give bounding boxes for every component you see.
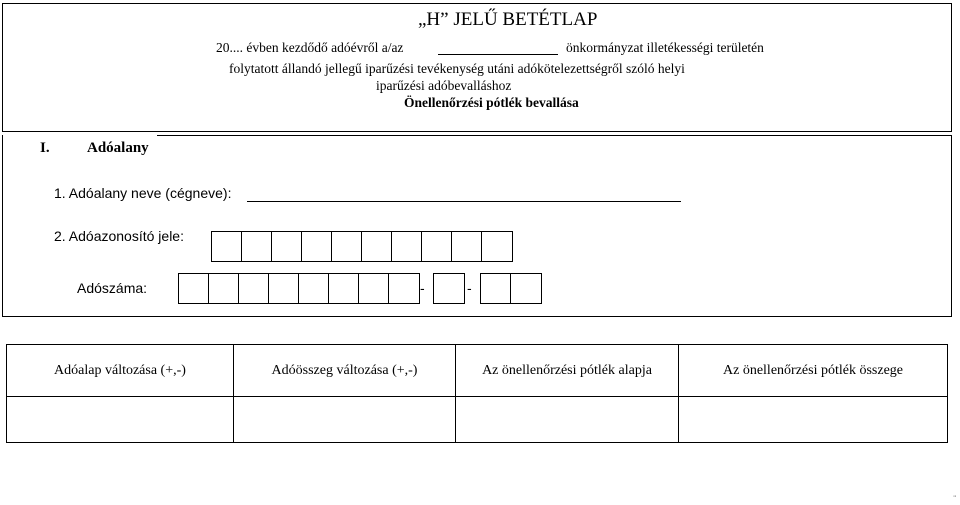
tax-id-field[interactable] [211, 231, 513, 262]
tax-id-digit[interactable] [212, 232, 242, 261]
return-text: iparűzési adóbevalláshoz [376, 78, 512, 93]
tax-number-digit[interactable] [511, 274, 541, 303]
tax-number-digit[interactable] [209, 274, 239, 303]
corner-mark: ¨ [953, 494, 956, 503]
tax-id-digit[interactable] [482, 232, 512, 261]
section-number: I. [40, 140, 50, 156]
municipality-blank-field[interactable] [438, 54, 558, 55]
period-text: 20.... évben kezdődő adóévről a/az [216, 40, 404, 55]
tax-number-digit[interactable] [329, 274, 359, 303]
tax-base-change-cell[interactable] [7, 397, 234, 442]
tax-number-digit[interactable] [434, 274, 464, 303]
tax-number-digit[interactable] [299, 274, 329, 303]
column-header: Adóösszeg változása (+,-) [234, 345, 456, 397]
tax-number-label: Adószáma: [77, 280, 148, 296]
tax-id-digit[interactable] [302, 232, 332, 261]
tax-id-digit[interactable] [332, 232, 362, 261]
taxpayer-name-field[interactable] [247, 201, 681, 202]
column-header: Az önellenőrzési pótlék összege [679, 345, 947, 397]
tax-id-digit[interactable] [422, 232, 452, 261]
taxpayer-name-label: 1. Adóalany neve (cégneve): [54, 185, 232, 201]
tax-id-digit[interactable] [242, 232, 272, 261]
tax-number-part2[interactable] [433, 273, 465, 304]
activity-text: folytatott állandó jellegű iparűzési tevékenység utáni adókötelezettségről szóló helyi [229, 61, 685, 76]
surcharge-amount-cell[interactable] [679, 397, 947, 442]
section-title: Adóalany [87, 140, 149, 156]
tax-amount-change-cell[interactable] [234, 397, 456, 442]
column-header: Az önellenőrzési pótlék alapja [456, 345, 679, 397]
tax-number-digit[interactable] [269, 274, 299, 303]
municipality-text: önkormányzat illetékességi területén [566, 40, 764, 55]
tax-number-digit[interactable] [179, 274, 209, 303]
tax-number-digit[interactable] [239, 274, 269, 303]
section-divider [157, 135, 952, 136]
surcharge-table [6, 344, 948, 443]
tax-id-digit[interactable] [452, 232, 482, 261]
tax-number-dash: - [467, 280, 472, 296]
tax-number-part1[interactable] [178, 273, 420, 304]
tax-number-digit[interactable] [359, 274, 389, 303]
surcharge-base-cell[interactable] [456, 397, 679, 442]
tax-number-digit[interactable] [389, 274, 419, 303]
tax-id-label: 2. Adóazonosító jele: [54, 228, 184, 244]
tax-number-part3[interactable] [480, 273, 542, 304]
column-header: Adóalap változása (+,-) [7, 345, 234, 397]
tax-number-digit[interactable] [481, 274, 511, 303]
form-title: „H” JELŰ BETÉTLAP [418, 9, 598, 30]
tax-number-dash: - [420, 280, 425, 296]
tax-id-digit[interactable] [392, 232, 422, 261]
tax-id-digit[interactable] [362, 232, 392, 261]
form-subtitle: Önellenőrzési pótlék bevallása [404, 95, 579, 110]
tax-id-digit[interactable] [272, 232, 302, 261]
